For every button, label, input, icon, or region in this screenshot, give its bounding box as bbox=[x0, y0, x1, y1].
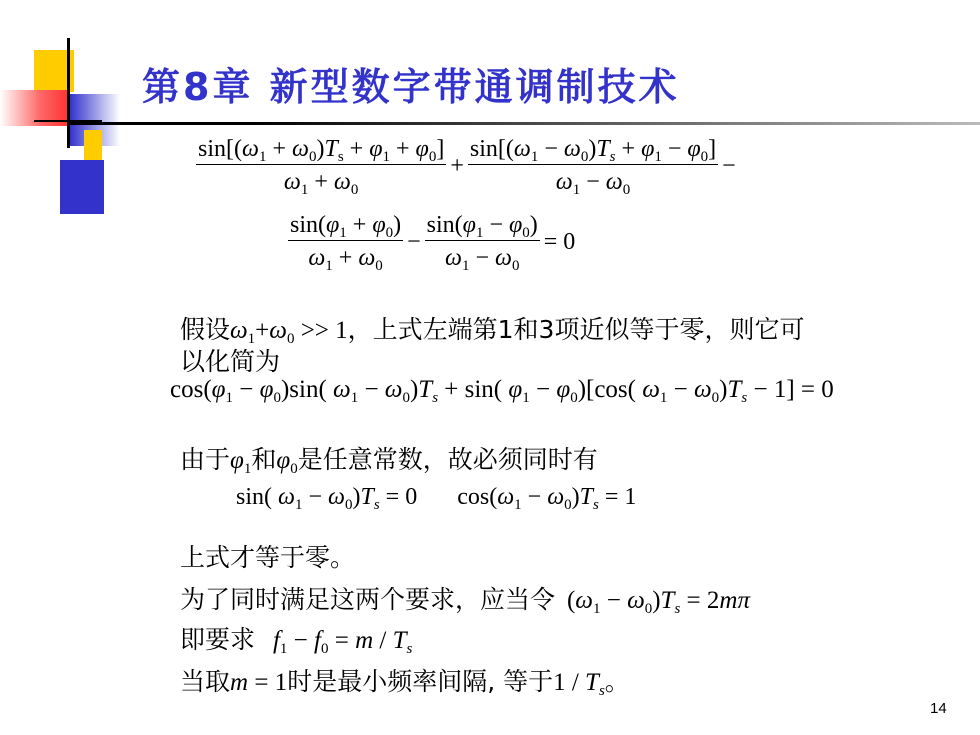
equals-zero: = 0 bbox=[543, 228, 576, 255]
paragraph-assumption: 假设$\omega_1+\omega_0 >> 1$，上式左端第1和3项近似等于零，则它可 bbox=[180, 315, 805, 347]
term-4-denominator: $\omega_1 - \omega_0$ bbox=[444, 245, 520, 274]
term-2-denominator: $\omega_1 - \omega_0$ bbox=[555, 169, 631, 198]
equation-1-row2 bbox=[288, 212, 579, 272]
paragraph-zero: 上式才等于零。 bbox=[180, 543, 356, 572]
equation-3 bbox=[236, 484, 636, 511]
term-1-denominator: $\omega_1 + \omega_0$ bbox=[283, 169, 359, 198]
paragraph-minimum-interval: 当取m = 1时是最小频率间隔, 等于$1 / T_s$。 bbox=[180, 667, 630, 699]
header-rule bbox=[68, 122, 980, 125]
logo-decoration bbox=[0, 0, 120, 220]
equation-3a: sin( $\omega_1 - \omega_0)T_s = 0$ bbox=[236, 484, 418, 513]
page-title: 第8章 新型数字带通调制技术 bbox=[142, 65, 680, 109]
blue-square bbox=[60, 160, 104, 214]
equation-3b: $\cos(\omega_1 - \omega_0)T_s = 1$ bbox=[457, 484, 637, 513]
fraction-term-1 bbox=[196, 136, 446, 196]
fraction-term-3 bbox=[288, 212, 403, 272]
paragraph-arbitrary: 由于$\varphi_1$和$\varphi_0$是任意常数，故必须同时有 bbox=[180, 445, 598, 477]
fraction-term-2 bbox=[468, 136, 718, 196]
term-4-numerator: $\sin(\varphi_1 - \varphi_0)$ bbox=[426, 212, 538, 241]
term-2-numerator: $\sin[(\omega_1 - \omega_0)T_s + \varphi_1 - \varphi_0]$ bbox=[469, 136, 717, 165]
vertical-line bbox=[67, 38, 70, 148]
equation-1-row1 bbox=[196, 136, 740, 196]
operator-plus: + bbox=[450, 152, 464, 179]
paragraph-requirement: 为了同时满足这两个要求，应当令 $(\omega_1 - \omega_0)T_s = 2m\pi$ bbox=[180, 585, 750, 617]
operator-minus: − bbox=[722, 152, 736, 179]
paragraph-simplify: 以化简为 bbox=[180, 347, 281, 376]
fraction-term-4 bbox=[425, 212, 540, 272]
page-number: 14 bbox=[930, 700, 947, 717]
assumption-math: $\omega_1+\omega_0 >> 1$ bbox=[230, 317, 348, 347]
frequency-math: $f_1 - f_0 = m / T_s$ bbox=[272, 627, 413, 657]
operator-minus-2: − bbox=[407, 228, 421, 255]
yellow-small-square bbox=[84, 130, 102, 160]
term-3-denominator: $\omega_1 + \omega_0$ bbox=[308, 245, 383, 274]
equation-2: $\cos(\varphi_1 - \varphi_0)\sin$( $\omega_1 - \omega_0)T_s + \sin$( $\varphi_1 - \varphi_0)[\cos$( $\omega_1 - \omega_0)T_s - 1] = 0$ bbox=[170, 376, 834, 406]
term-1-numerator: $\sin[(\omega_1 + \omega_0)T_s + \varphi_1 + \varphi_0]$ bbox=[198, 136, 445, 165]
paragraph-frequency: 即要求 $f_1 - f_0 = m / T_s$ bbox=[180, 625, 413, 657]
term-3-numerator: $\sin(\varphi_1 + \varphi_0)$ bbox=[290, 212, 402, 241]
requirement-math: $(\omega_1 - \omega_0)T_s = 2m\pi$ bbox=[566, 587, 750, 617]
